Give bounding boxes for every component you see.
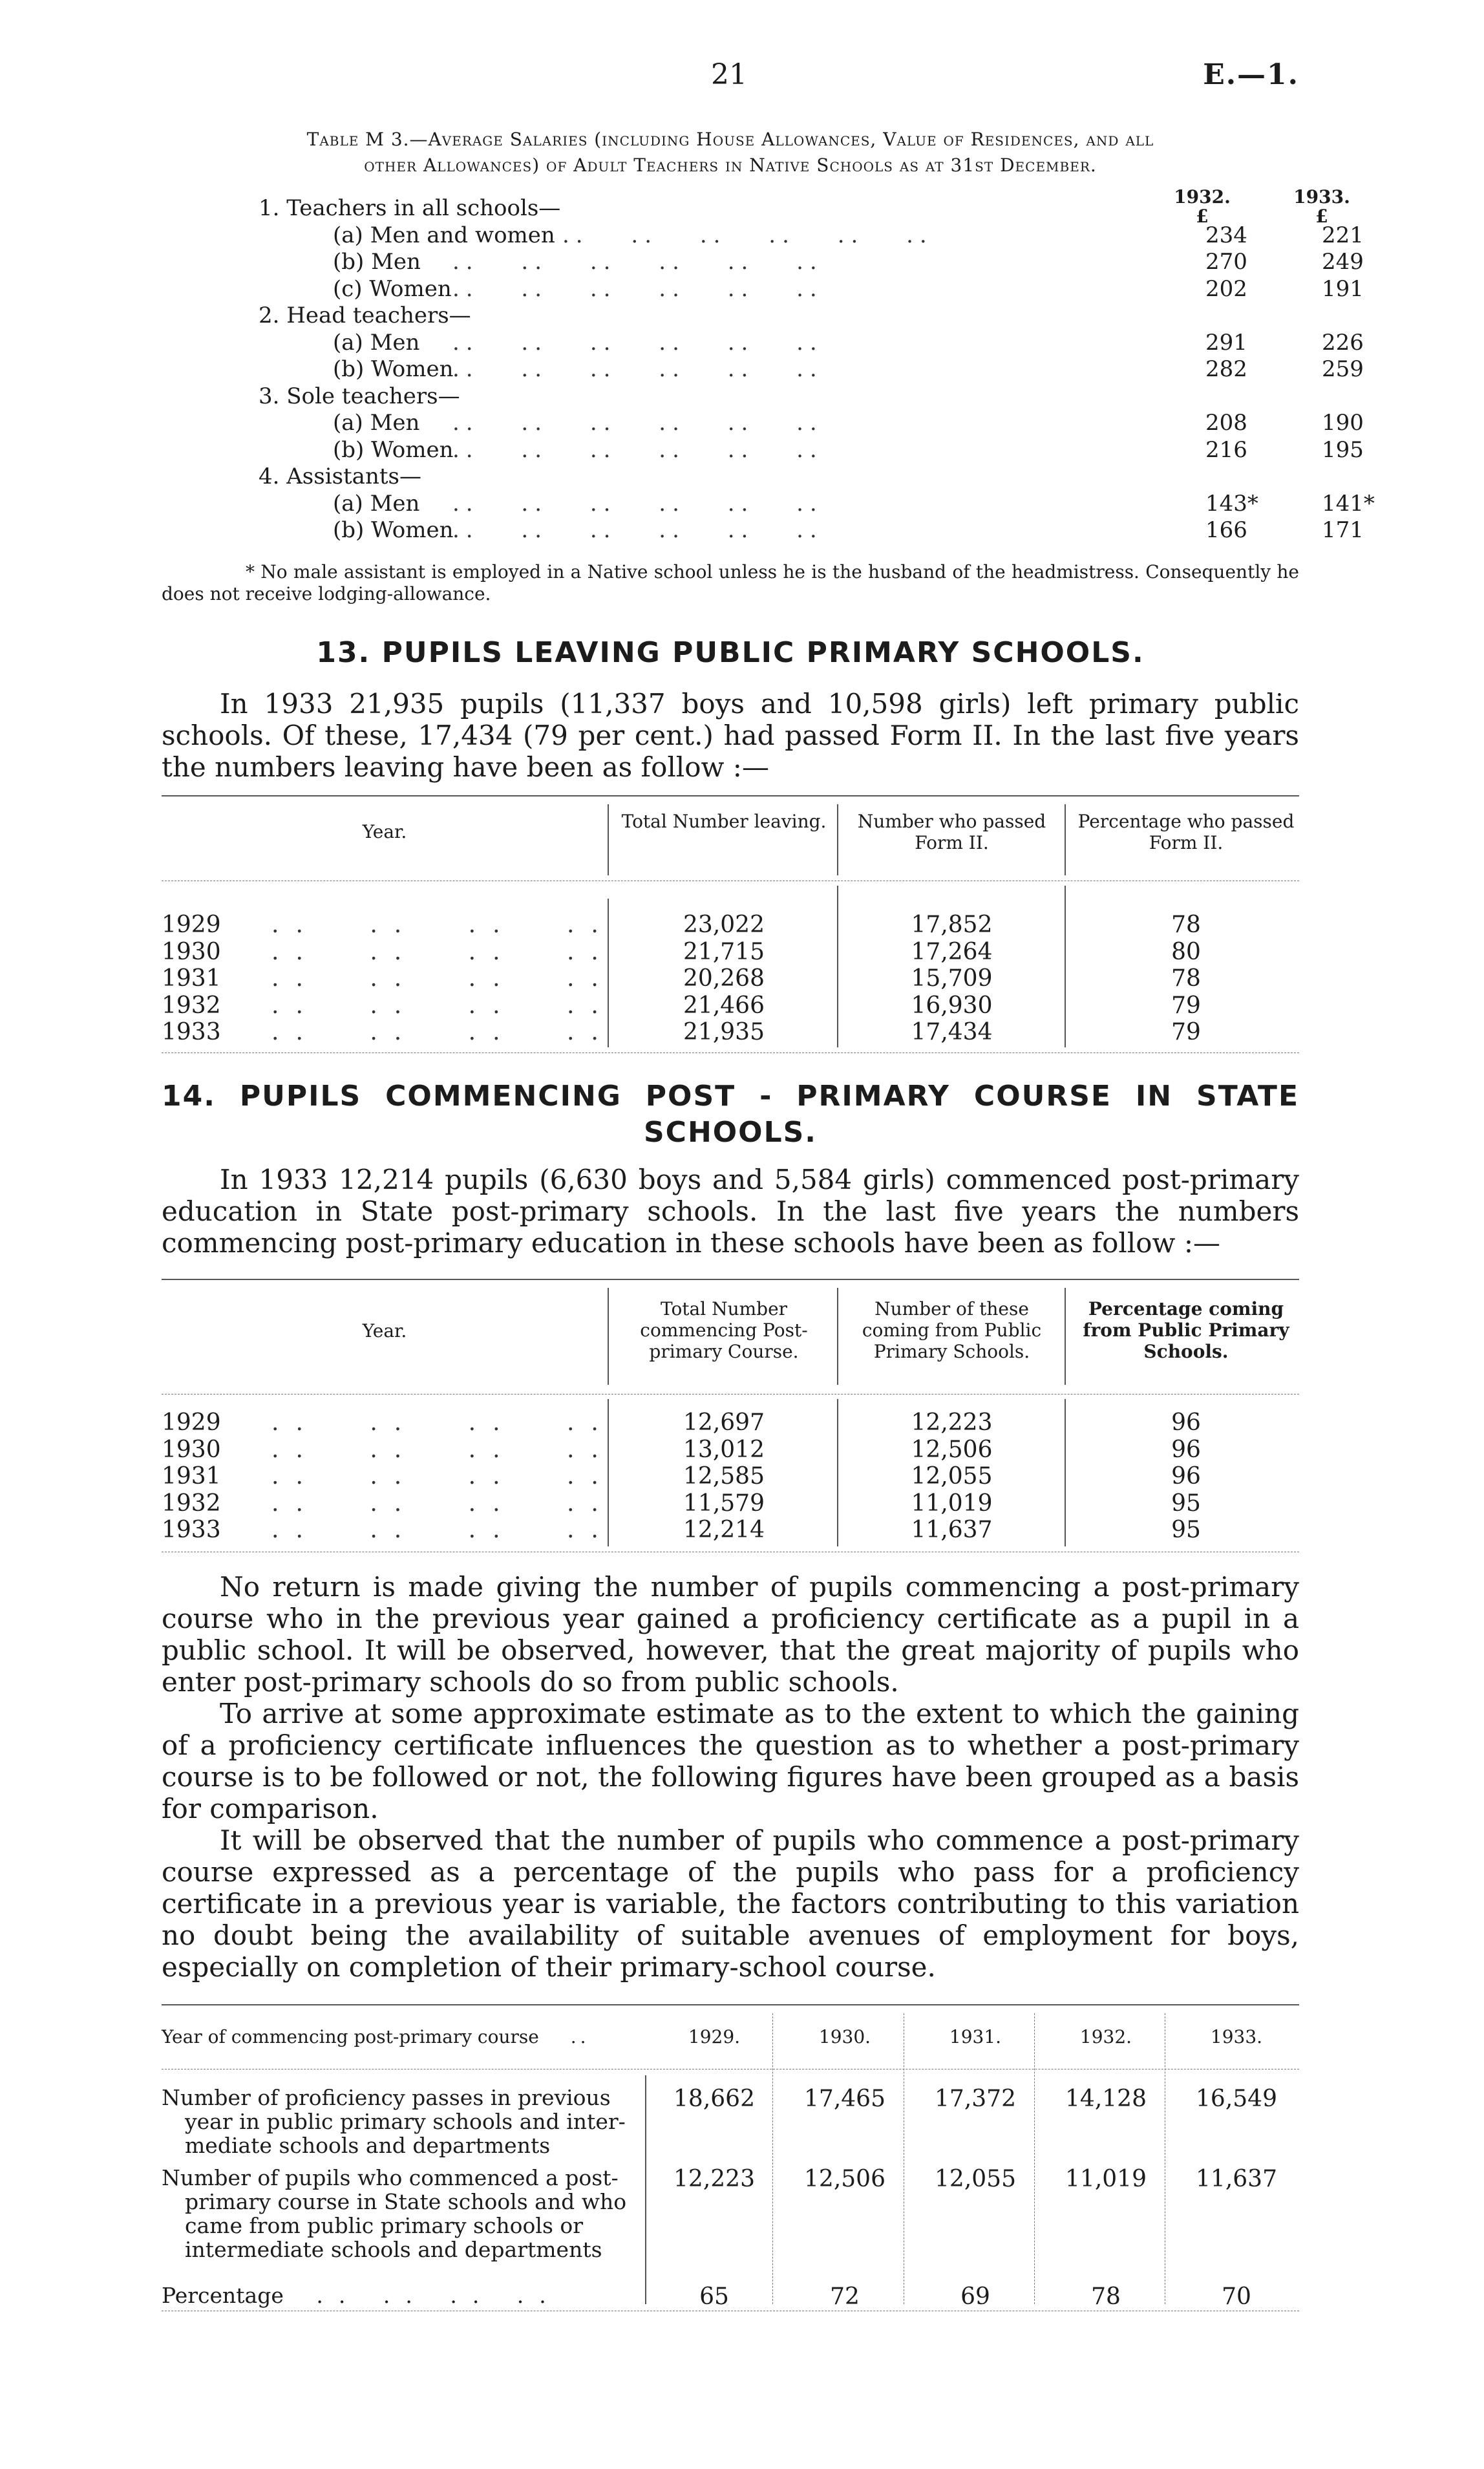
leader-dots: .. .. .. .. — [271, 938, 615, 965]
footnote-text: * No male assistant is employed in a Native school unless he is the husband of the headmistress. Consequently he does not receive lodging-allowance. — [162, 561, 1299, 604]
salary-sub-label: (c) Women — [333, 276, 452, 302]
leader-dots: .. .. .. .. — [271, 1517, 615, 1543]
value-cell-total: 12,214 — [683, 1517, 765, 1543]
value-cell-pct: 78 — [1171, 912, 1201, 938]
salary-value-1932: 282 — [1205, 356, 1247, 382]
salary-sub-label: (a) Men and women — [333, 222, 555, 248]
leader-dots: .. .. .. .. — [271, 965, 615, 992]
col2-year: 1933. — [1293, 186, 1350, 208]
salary-row — [259, 195, 1306, 222]
proficiency-row2-label — [162, 2166, 640, 2261]
section-14-title-line2: SCHOOLS. — [643, 1116, 818, 1149]
salary-value-1933: 259 — [1322, 356, 1364, 382]
leader-dots: .. .. .. .. .. .. — [452, 491, 823, 517]
value-cell-pct: 95 — [1171, 1490, 1201, 1517]
table-13 — [162, 795, 1299, 1054]
table-13-divider-5 — [837, 886, 838, 1047]
year-cell: 1931 — [162, 965, 221, 992]
salary-value-1932: 166 — [1205, 517, 1247, 543]
salary-value-1933: 190 — [1322, 410, 1364, 436]
salary-value-1932: 143* — [1205, 491, 1258, 517]
proficiency-value-cell: 14,128 — [1065, 2086, 1147, 2112]
document-reference: E.—1. — [1203, 58, 1299, 91]
salary-group-label: 3. Sole teachers— — [259, 383, 460, 409]
leader-dots: .. .. .. .. — [271, 1436, 615, 1463]
row2-line2: primary course in State schools and who — [185, 2189, 627, 2214]
table-14 — [162, 1279, 1299, 1557]
salary-value-1933: 226 — [1322, 330, 1364, 356]
salary-row — [259, 491, 1375, 517]
salary-value-1933: 141* — [1322, 491, 1375, 517]
paragraph-estimate: To arrive at some approximate estimate as to the extent to which the gaining of a proficiency certificate influences the question as to whether a post-primary course is to be followed or not, the following figures have been grouped as a basis for comparison. — [162, 1698, 1299, 1824]
proficiency-value-cell: 18,662 — [673, 2086, 755, 2112]
table-14-divider-5 — [837, 1399, 838, 1546]
proficiency-year-label — [162, 2026, 627, 2047]
proficiency-value-cell: 11,637 — [1196, 2166, 1277, 2192]
proficiency-value-cell: 17,465 — [804, 2086, 885, 2112]
table-13-divider-2 — [837, 804, 838, 875]
table-14-header-pct: Percentage coming from Public Primary Schools. — [1083, 1298, 1289, 1362]
value-cell-pct: 96 — [1171, 1436, 1201, 1463]
proficiency-year-header: 1931. — [949, 2026, 1002, 2047]
proficiency-top-rule — [162, 2004, 1299, 2005]
value-cell-total: 21,935 — [683, 1019, 765, 1045]
col2-unit: £ — [1315, 206, 1328, 227]
paragraph-observed: It will be observed that the number of pupils who commence a post-primary course expressed as a percentage of the pupils who pass for a proficiency certificate in a previous year is variable, the factors contributing to this variation no doubt being the availability of suitable avenues of employment for boys, especially on completion of their primary-school course. — [162, 1824, 1299, 1983]
proficiency-value-cell: 12,506 — [804, 2166, 885, 2192]
value-cell-pct: 95 — [1171, 1517, 1201, 1543]
leader-dots: .. .. .. .. .. .. — [452, 330, 823, 356]
salary-value-1933: 221 — [1322, 222, 1364, 248]
proficiency-value-cell: 78 — [1091, 2283, 1121, 2310]
section-13-text: In 1933 21,935 pupils (11,337 boys and 10,598 girls) left primary public schools. Of these, 17,434 (79 per cent.) had passed Form II. In the last five years the numbers leaving have been as follow :— — [162, 688, 1299, 783]
salary-sub-label: (b) Women — [333, 356, 454, 382]
proficiency-value-cell: 65 — [699, 2283, 729, 2310]
year-cell: 1930 — [162, 1436, 221, 1463]
proficiency-value-cell: 11,019 — [1065, 2166, 1147, 2192]
proficiency-value-cell: 72 — [830, 2283, 860, 2310]
salary-sub-label: (a) Men — [333, 330, 420, 356]
proficiency-row1-label — [162, 2086, 640, 2157]
value-cell-pct: 80 — [1171, 938, 1201, 965]
table-13-header-year: Year. — [362, 821, 407, 842]
salary-value-1932: 291 — [1205, 330, 1247, 356]
salary-row — [259, 410, 1364, 436]
row1-line1: Number of proficiency passes in previous — [162, 2085, 611, 2110]
year-cell: 1929 — [162, 1409, 221, 1436]
row1-line3: mediate schools and departments — [185, 2133, 551, 2158]
year-label-dots: .. — [570, 2026, 590, 2047]
value-cell-total: 23,022 — [683, 912, 765, 938]
proficiency-value-cell: 12,055 — [935, 2166, 1016, 2192]
col1-year: 1932. — [1174, 186, 1231, 208]
leader-dots: .. .. .. .. — [271, 1463, 615, 1490]
proficiency-table — [162, 2004, 1299, 2327]
leader-dots: .. .. .. .. .. .. — [452, 437, 823, 463]
proficiency-row3-label — [162, 2283, 640, 2307]
proficiency-value-cell: 69 — [960, 2283, 990, 2310]
leader-dots: .. .. .. .. .. .. — [562, 222, 933, 248]
year-cell: 1933 — [162, 1019, 221, 1045]
table-14-divider-2 — [837, 1288, 838, 1385]
salary-row — [259, 437, 1364, 464]
section-14-paragraphs — [162, 1571, 1299, 1983]
row2-line1: Number of pupils who commenced a post- — [162, 2165, 619, 2190]
salary-row — [259, 330, 1364, 356]
table-14-top-rule — [162, 1279, 1299, 1280]
table-14-header-total: Total Number commencing Post-primary Course. — [640, 1298, 808, 1362]
leader-dots: .. .. .. .. .. .. — [452, 249, 823, 275]
value-cell-total: 12,697 — [683, 1409, 765, 1436]
year-cell: 1930 — [162, 938, 221, 965]
salary-group-label: 1. Teachers in all schools— — [259, 195, 561, 221]
salary-value-1933: 195 — [1322, 437, 1364, 463]
salary-value-1932: 270 — [1205, 249, 1247, 275]
value-cell-pct: 79 — [1171, 1019, 1201, 1045]
col1-unit: £ — [1196, 206, 1209, 227]
value-cell-from-public: 12,506 — [911, 1436, 993, 1463]
salary-value-1932: 216 — [1205, 437, 1247, 463]
salary-group-label: 4. Assistants— — [259, 464, 421, 489]
proficiency-value-cell: 17,372 — [935, 2086, 1016, 2112]
value-cell-total: 11,579 — [683, 1490, 765, 1517]
salary-value-1933: 191 — [1322, 276, 1364, 302]
salary-value-1932: 202 — [1205, 276, 1247, 302]
table-14-divider-3 — [1065, 1288, 1066, 1385]
value-cell-from-public: 12,223 — [911, 1409, 993, 1436]
value-cell-passed: 17,434 — [911, 1019, 993, 1045]
value-cell-total: 12,585 — [683, 1463, 765, 1490]
year-cell: 1933 — [162, 1517, 221, 1543]
leader-dots: .. .. .. .. .. .. — [452, 410, 823, 436]
proficiency-divider — [1034, 2013, 1035, 2304]
salary-sub-label: (a) Men — [333, 491, 420, 517]
table-13-divider-3 — [1065, 804, 1066, 875]
proficiency-value-cell: 70 — [1222, 2283, 1251, 2310]
table-13-header-total: Total Number leaving. — [621, 811, 827, 832]
value-cell-from-public: 11,637 — [911, 1517, 993, 1543]
value-cell-passed: 15,709 — [911, 965, 993, 992]
table-13-divider-1 — [608, 804, 609, 875]
table-14-header-rule — [162, 1394, 1299, 1395]
salary-value-1932: 208 — [1205, 410, 1247, 436]
proficiency-value-cell: 16,549 — [1196, 2086, 1277, 2112]
salary-row — [259, 303, 1306, 329]
salary-sub-label: (b) Women — [333, 517, 454, 543]
section-14-title — [162, 1078, 1299, 1151]
value-cell-passed: 17,852 — [911, 912, 993, 938]
value-cell-pct: 96 — [1171, 1409, 1201, 1436]
salary-row — [259, 249, 1364, 275]
value-cell-from-public: 11,019 — [911, 1490, 993, 1517]
leader-dots: .. .. .. .. — [271, 1019, 615, 1045]
section-14-title-line1: 14. PUPILS COMMENCING POST - PRIMARY COURSE IN STATE — [162, 1080, 1299, 1113]
salary-row — [259, 356, 1364, 383]
salary-row — [259, 464, 1306, 490]
section-13-paragraph — [162, 688, 1299, 783]
leader-dots: .. .. .. .. — [271, 912, 615, 938]
value-cell-total: 13,012 — [683, 1436, 765, 1463]
table-m3-caption — [162, 127, 1299, 178]
table-13-header-pct: Percentage who passed Form II. — [1077, 811, 1295, 853]
table-m3-caption-line1: Table M 3.—Average Salaries (including House Allowances, Value of Residences, and all — [306, 129, 1154, 150]
year-cell: 1931 — [162, 1463, 221, 1490]
section-14-text: In 1933 12,214 pupils (6,630 boys and 5,584 girls) commenced post-primary education in State post-primary schools. In the last five years the numbers commencing post-primary education in these schools have been as follow :— — [162, 1164, 1299, 1259]
salary-value-1933: 249 — [1322, 249, 1364, 275]
proficiency-year-header: 1932. — [1079, 2026, 1132, 2047]
leader-dots: .. .. .. .. — [271, 1409, 615, 1436]
row3-dots: .. .. .. .. — [316, 2283, 562, 2308]
value-cell-from-public: 12,055 — [911, 1463, 993, 1490]
salary-sub-label: (a) Men — [333, 410, 420, 436]
row2-line4: intermediate schools and departments — [185, 2237, 602, 2262]
salary-row — [259, 517, 1364, 544]
section-13-title: 13. PUPILS LEAVING PUBLIC PRIMARY SCHOOLS. — [316, 636, 1145, 669]
table-m3-caption-line2: other Allowances) of Adult Teachers in Native Schools as at 31st December. — [364, 155, 1097, 176]
year-label-text: Year of commencing post-primary course — [162, 2026, 539, 2047]
salary-row — [259, 222, 1364, 249]
page-number: 21 — [711, 58, 747, 91]
table-13-divider-6 — [1065, 886, 1066, 1047]
salary-value-1933: 171 — [1322, 517, 1364, 543]
value-cell-pct: 79 — [1171, 992, 1201, 1019]
proficiency-year-header: 1933. — [1210, 2026, 1263, 2047]
table-m3-footnote — [162, 561, 1299, 605]
row2-line3: came from public primary schools or — [185, 2213, 584, 2238]
salary-row — [259, 383, 1306, 410]
year-cell: 1932 — [162, 992, 221, 1019]
salary-sub-label: (b) Men — [333, 249, 421, 275]
row1-line2: year in public primary schools and inter- — [185, 2109, 626, 2134]
table-13-top-rule — [162, 795, 1299, 796]
proficiency-label-divider — [645, 2075, 646, 2304]
value-cell-total: 21,466 — [683, 992, 765, 1019]
value-cell-total: 21,715 — [683, 938, 765, 965]
leader-dots: .. .. .. .. — [271, 1490, 615, 1517]
section-14-paragraph — [162, 1164, 1299, 1259]
value-cell-pct: 96 — [1171, 1463, 1201, 1490]
value-cell-passed: 17,264 — [911, 938, 993, 965]
value-cell-total: 20,268 — [683, 965, 765, 992]
proficiency-year-header: 1930. — [818, 2026, 871, 2047]
leader-dots: .. .. .. .. .. .. — [452, 276, 823, 302]
salary-sub-label: (b) Women — [333, 437, 454, 463]
value-cell-pct: 78 — [1171, 965, 1201, 992]
proficiency-value-cell: 12,223 — [673, 2166, 755, 2192]
leader-dots: .. .. .. .. .. .. — [452, 356, 823, 382]
value-cell-passed: 16,930 — [911, 992, 993, 1019]
table-14-divider-1 — [608, 1288, 609, 1385]
salary-row — [259, 276, 1364, 303]
table-14-header-year: Year. — [362, 1320, 407, 1341]
year-cell: 1929 — [162, 912, 221, 938]
leader-dots: .. .. .. .. .. .. — [452, 517, 823, 543]
table-13-header-passed: Number who passed Form II. — [857, 811, 1046, 853]
row3-label-text: Percentage — [162, 2283, 284, 2308]
table-14-header-from-public: Number of these coming from Public Primary Schools. — [862, 1298, 1042, 1362]
year-cell: 1932 — [162, 1490, 221, 1517]
salary-value-1932: 234 — [1205, 222, 1247, 248]
paragraph-no-return: No return is made giving the number of pupils commencing a post-primary course who in the previous year gained a proficiency certificate as a pupil in a public school. It will be observed, however, that the great majority of pupils who enter post-primary schools do so from public schools. — [162, 1571, 1299, 1698]
proficiency-year-header: 1929. — [688, 2026, 741, 2047]
leader-dots: .. .. .. .. — [271, 992, 615, 1019]
salary-group-label: 2. Head teachers— — [259, 303, 471, 328]
proficiency-divider — [772, 2013, 773, 2304]
table-14-divider-6 — [1065, 1399, 1066, 1546]
